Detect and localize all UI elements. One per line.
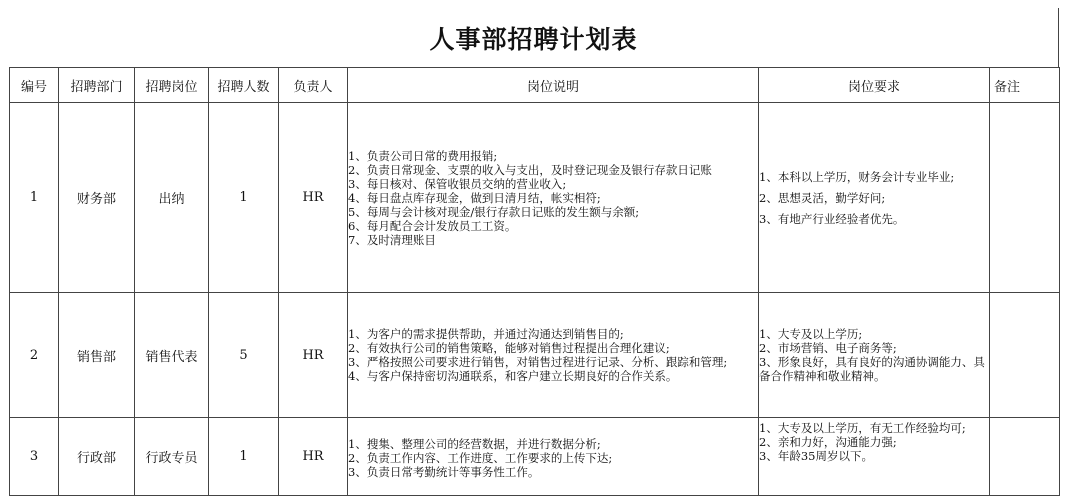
cell-owner[interactable]: HR	[279, 293, 348, 418]
req-line: 2、思想灵活，勤学好问;	[759, 190, 886, 205]
table-row	[10, 103, 1060, 293]
cell-req[interactable]	[759, 418, 990, 496]
header-owner[interactable]: 负责人	[279, 68, 348, 103]
cell-dept[interactable]: 财务部	[59, 103, 135, 293]
cell-req[interactable]	[759, 103, 990, 293]
desc-line: 1、负责公司日常的费用报销;	[348, 148, 498, 163]
cell-position[interactable]: 销售代表	[135, 293, 209, 418]
cell-dept[interactable]: 销售部	[59, 293, 135, 418]
cell-remark[interactable]	[990, 293, 1060, 418]
header-remark[interactable]: 备注	[990, 68, 1060, 103]
desc-line: 2、负责工作内容、工作进度、工作要求的上传下达;	[348, 451, 613, 465]
cell-no[interactable]: 2	[10, 293, 59, 418]
header-no[interactable]: 编号	[10, 68, 59, 103]
table-row	[10, 293, 1060, 418]
cell-dept[interactable]: 行政部	[59, 418, 135, 496]
cell-owner[interactable]: HR	[279, 103, 348, 293]
desc-line: 1、为客户的需求提供帮助，并通过沟通达到销售目的;	[348, 327, 624, 341]
desc-line: 5、每周与会计核对现金/银行存款日记账的发生额与余额;	[348, 204, 640, 219]
desc-line: 3、每日核对、保管收银员交纳的营业收入;	[348, 176, 567, 191]
req-line: 1、本科以上学历，财务会计专业毕业;	[759, 169, 955, 184]
cell-req[interactable]	[759, 293, 990, 418]
cell-position[interactable]: 出纳	[135, 103, 209, 293]
req-line: 1、大专及以上学历，有无工作经验均可;	[759, 421, 966, 435]
recruitment-table	[9, 67, 1060, 496]
header-desc[interactable]: 岗位说明	[348, 68, 759, 103]
cell-remark[interactable]	[990, 418, 1060, 496]
cell-desc[interactable]	[348, 293, 759, 418]
recruitment-plan-sheet	[9, 8, 1059, 500]
req-line: 2、亲和力好，沟通能力强;	[759, 435, 897, 449]
desc-line: 1、搜集、整理公司的经营数据，并进行数据分析;	[348, 437, 601, 451]
header-count[interactable]: 招聘人数	[209, 68, 279, 103]
cell-position[interactable]: 行政专员	[135, 418, 209, 496]
page-title: 人事部招聘计划表	[429, 24, 638, 54]
header-dept[interactable]: 招聘部门	[59, 68, 135, 103]
desc-line: 2、有效执行公司的销售策略，能够对销售过程提出合理化建议;	[348, 341, 670, 355]
header-req[interactable]: 岗位要求	[759, 68, 990, 103]
cell-desc[interactable]	[348, 418, 759, 496]
cell-desc[interactable]	[348, 103, 759, 293]
cell-count[interactable]: 1	[209, 103, 279, 293]
desc-line: 3、严格按照公司要求进行销售，对销售过程进行记录、分析、跟踪和管理;	[348, 355, 728, 369]
table-row	[10, 418, 1060, 496]
req-line: 3、形象良好，具有良好的沟通协调能力、具备合作精神和敬业精神。	[759, 355, 985, 383]
header-position[interactable]: 招聘岗位	[135, 68, 209, 103]
cell-no[interactable]: 3	[10, 418, 59, 496]
req-line: 2、市场营销、电子商务等;	[759, 341, 897, 355]
title-bar	[9, 8, 1059, 67]
desc-line: 6、每月配合会计发放员工工资。	[348, 218, 517, 233]
cell-owner[interactable]: HR	[279, 418, 348, 496]
header-row	[10, 68, 1060, 103]
req-line: 1、大专及以上学历;	[759, 327, 863, 341]
desc-line: 4、与客户保持密切沟通联系，和客户建立长期良好的合作关系。	[348, 369, 678, 383]
cell-count[interactable]: 5	[209, 293, 279, 418]
cell-no[interactable]: 1	[10, 103, 59, 293]
desc-line: 2、负责日常现金、支票的收入与支出，及时登记现金及银行存款日记账	[348, 162, 712, 177]
desc-line: 7、及时清理账目	[348, 232, 436, 247]
cell-remark[interactable]	[990, 103, 1060, 293]
desc-line: 4、每日盘点库存现金，做到日清月结，帐实相符;	[348, 190, 601, 205]
req-line: 3、年龄35周岁以下。	[759, 449, 873, 463]
cell-count[interactable]: 1	[209, 418, 279, 496]
desc-line: 3、负责日常考勤统计等事务性工作。	[348, 465, 540, 479]
req-line: 3、有地产行业经验者优先。	[759, 211, 905, 226]
